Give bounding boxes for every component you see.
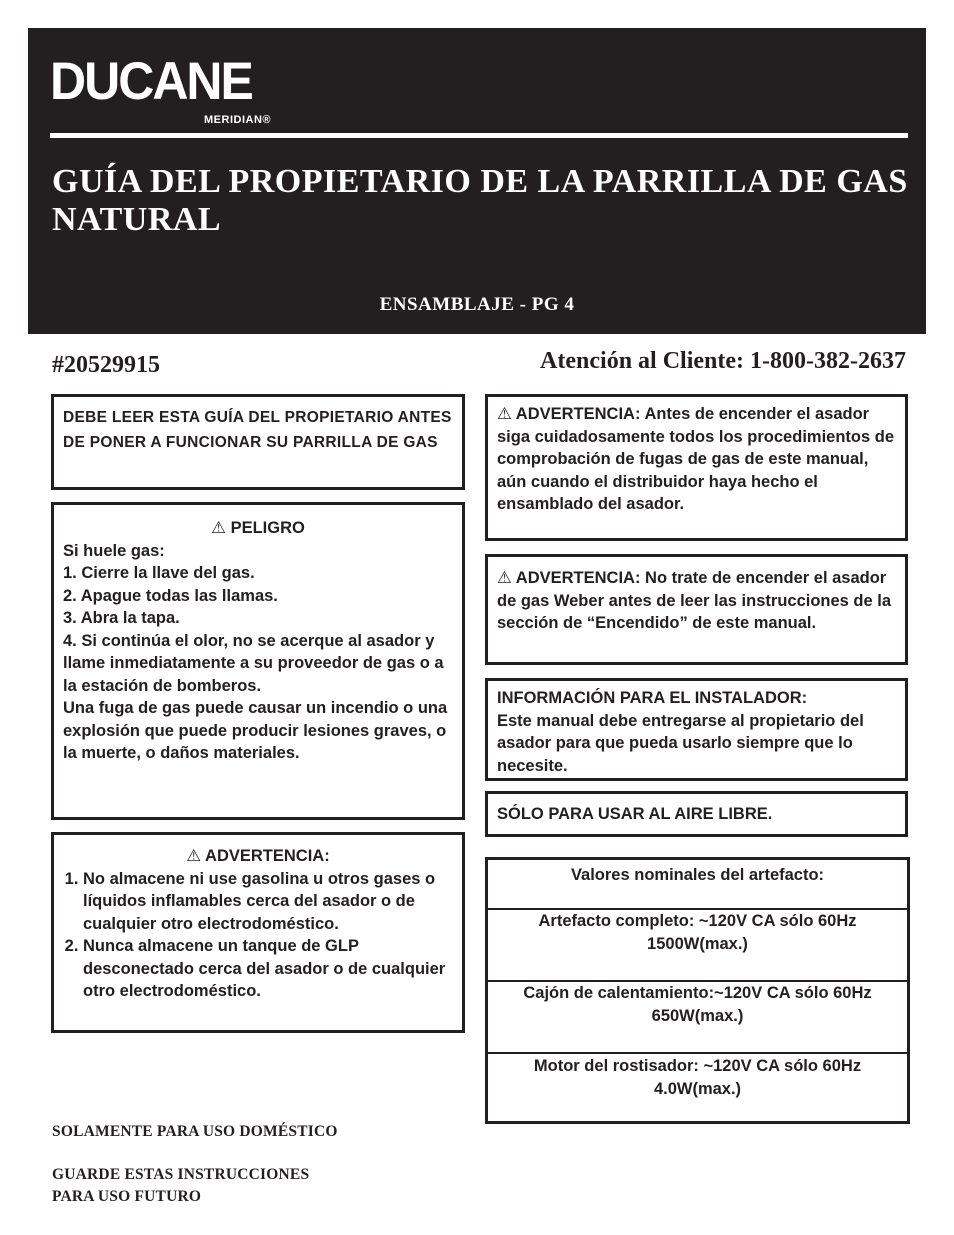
installer-info-heading: INFORMACIÓN PARA EL INSTALADOR: xyxy=(497,689,808,707)
rating-line: 1500W(max.) xyxy=(647,934,748,953)
leak-check-label: ADVERTENCIA: xyxy=(515,405,641,423)
header-divider xyxy=(50,133,908,138)
lighting-warning-label: ADVERTENCIA: xyxy=(515,569,641,587)
save-instructions-line: GUARDE ESTAS INSTRUCCIONES xyxy=(52,1166,310,1183)
storage-warning-list xyxy=(63,868,453,1003)
rating-line: Motor del rostisador: ~120V CA sólo 60Hz xyxy=(533,1057,862,1075)
danger-closing: Una fuga de gas puede causar un incendio o una explosión que puede producir lesiones graves, o la muerte, o daños materiales. xyxy=(63,699,448,762)
rating-line: 4.0W(max.) xyxy=(653,1079,742,1098)
lighting-warning-text: No trate de encender el asador de gas Weber antes de leer las instrucciones de la sección de “Encendido” de este manual. xyxy=(497,569,892,632)
danger-heading: PELIGRO xyxy=(230,519,305,537)
must-read-notice xyxy=(51,394,465,490)
must-read-text: DEBE LEER ESTA GUÍA DEL PROPIETARIO ANTES DE PONER A FUNCIONAR SU PARRILLA DE GAS xyxy=(63,409,452,451)
table-row xyxy=(488,1054,907,1122)
section-label: ENSAMBLAJE - PG 4 xyxy=(379,294,575,315)
danger-box xyxy=(51,502,465,820)
domestic-use-notice: SOLAMENTE PARA USO DOMÉSTICO xyxy=(52,1123,338,1140)
list-item: 2. Nunca almacene un tanque de GLP desconectado cerca del asador o de cualquier otro electrodoméstico. xyxy=(83,935,453,1003)
header-banner xyxy=(28,28,926,334)
danger-step: 3. Abra la tapa. xyxy=(63,609,180,627)
document-title: GUÍA DEL PROPIETARIO DE LA PARRILLA DE GAS NATURAL xyxy=(52,163,908,238)
leak-check-warning-box xyxy=(485,394,908,541)
customer-service-phone: Atención al Cliente: 1-800-382-2637 xyxy=(540,348,906,374)
installer-info-box xyxy=(485,678,908,781)
danger-intro: Si huele gas: xyxy=(63,541,165,560)
brand-logo xyxy=(50,51,271,126)
table-row xyxy=(488,910,907,982)
table-row xyxy=(488,982,907,1054)
danger-step: 4. Si continúa el olor, no se acerque al asador y llame inmediatamente a su proveedor de gas o a la estación de bomberos. xyxy=(63,631,444,695)
warning-triangle-icon: ⚠ xyxy=(186,847,202,865)
outdoor-only-box xyxy=(485,791,908,837)
warning-triangle-icon: ⚠ xyxy=(211,519,226,537)
rating-line: Artefacto completo: ~120V CA sólo 60Hz xyxy=(538,912,857,930)
danger-step: 1. Cierre la llave del gas. xyxy=(63,564,255,582)
lighting-warning-box xyxy=(485,554,908,665)
outdoor-only-text: SÓLO PARA USAR AL AIRE LIBRE. xyxy=(497,805,773,823)
warning-triangle-icon: ⚠ xyxy=(497,405,512,423)
leak-check-text: Antes de encender el asador siga cuidadosamente todos los procedimientos de comprobación de fugas de gas de este manual, aún cuando el distribuidor haya hecho el ensamblado del asador. xyxy=(497,405,894,513)
brand-name: DUCANE xyxy=(50,51,252,111)
rating-line: Cajón de calentamiento:~120V CA sólo 60Hz xyxy=(523,984,872,1002)
warning-triangle-icon: ⚠ xyxy=(497,569,512,587)
sub-brand: MERIDIAN® xyxy=(204,114,271,126)
rating-line: 650W(max.) xyxy=(651,1006,744,1025)
appliance-ratings-table xyxy=(485,857,910,1124)
ratings-heading: Valores nominales del artefacto: xyxy=(488,860,907,910)
installer-info-text: Este manual debe entregarse al propietario del asador para que pueda usarlo siempre que lo necesite. xyxy=(497,711,864,775)
danger-step: 2. Apague todas las llamas. xyxy=(63,586,278,605)
storage-warning-heading: ADVERTENCIA: xyxy=(205,847,330,865)
list-item: 1. No almacene ni use gasolina u otros gases o líquidos inflamables cerca del asador o de cualquier otro electrodoméstico. xyxy=(83,868,453,936)
model-number: #20529915 xyxy=(52,352,160,378)
storage-warning-box xyxy=(51,832,465,1033)
save-instructions-line: PARA USO FUTURO xyxy=(52,1188,202,1205)
